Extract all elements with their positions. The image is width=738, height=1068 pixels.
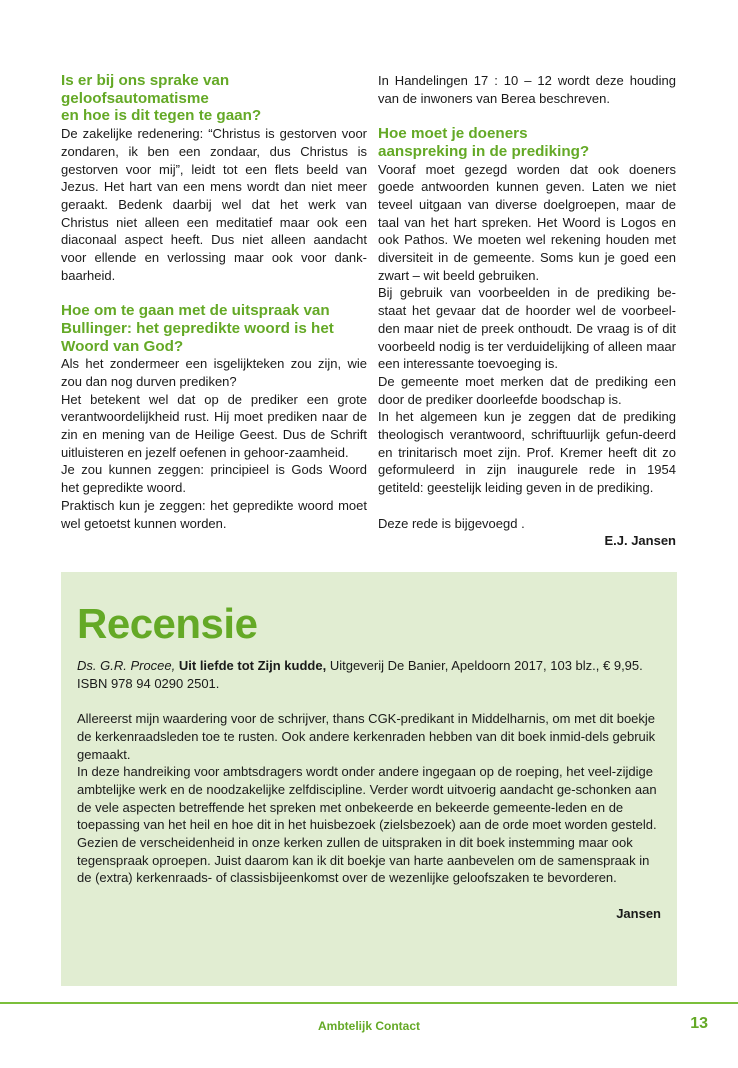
body-paragraph: Bij gebruik van voorbeelden in de prediking be-staat het gevaar dat de hoorder wel de voorbeel-den maar niet de preek onthoudt. De vraag is of dit voorbeeld nodig is ter verduidelijking of alleen maar een interessante toevoeging is.: [378, 285, 676, 372]
heading-line: Is er bij ons sprake van geloofsautomatisme: [61, 72, 230, 107]
heading-line: Woord van God?: [61, 337, 184, 355]
review-paragraph: Allereerst mijn waardering voor de schrijver, thans CGK-predikant in Middelharnis, om met dit boekje de kerkenraadsleden toe te rusten. Ook andere kerkenraden hebben van dit boek inmid-dels gebruik gemaakt.: [77, 711, 656, 762]
review-paragraph: In deze handreiking voor ambtsdragers wordt onder andere ingegaan op de roeping, het veel-zijdige ambtelijke werk en de noodzakelijke zelfdiscipline. Verder wordt uitvoerig aandacht ge-schonken aan de vele aspecten betreffende het spreken met onbekeerde en bekeerde gemeente-leden en de toepassing van het heil en hoe dit in het huisbezoek (zielsbezoek) aan de orde moet worden gesteld.: [77, 764, 657, 833]
review-box: [61, 572, 677, 986]
footer-divider: [0, 1002, 738, 1004]
body-paragraph: De gemeente moet merken dat de prediking een door de prediker doorleefde boodschap is.: [378, 373, 676, 407]
body-paragraph: Deze rede is bijgevoegd .: [378, 515, 525, 531]
heading-line: Bullinger: het gepredikte woord is het: [61, 319, 334, 337]
right-column: [378, 72, 676, 550]
footer-publication-name: Ambtelijk Contact: [317, 1019, 420, 1033]
heading-line: aanspreking in de prediking?: [378, 142, 590, 160]
book-author: Ds. G.R. Procee,: [77, 658, 176, 673]
review-paragraph: Gezien de verscheidenheid in onze kerken zullen de uitspraken in dit boek instemming maar ook tegenspraak oproepen. Juist daarom kan ik dit boekje van harte aanbevelen om de samenspraak in de (extra) kerkenraads- of classisbijeenkomst over de wezenlijke geloofszaken te bevorderen.: [77, 835, 650, 886]
page-number: 13: [690, 1015, 708, 1032]
left-column: [61, 72, 367, 532]
section-heading-bullinger: [61, 302, 367, 355]
book-citation: [77, 657, 661, 692]
review-title: Recensie: [77, 600, 258, 647]
book-publication: Uitgeverij De Banier, Apeldoorn 2017, 103 blz., € 9,95. ISBN 978 94 0290 2501.: [77, 658, 643, 691]
body-paragraph: Je zou kunnen zeggen: principieel is Gods Woord het gepredikte woord.: [61, 462, 367, 496]
body-paragraph: In het algemeen kun je zeggen dat de prediking theologisch verantwoord, schriftuurlijk gefun-deerd en trinitarisch moet zijn. Prof. Kremer heeft dit zo geformuleerd in zijn inaugurele rede in 1954 getiteld: geestelijk leiding geven in de prediking.: [378, 409, 676, 496]
author-signature: E.J. Jansen: [604, 533, 676, 549]
body-paragraph: Het betekent wel dat op de prediker een grote verantwoordelijkheid rust. Hij moet prediken naar de zin en mening van de Heilige Geest. Dus de Schrift uitluisteren en jezelf oefenen in gehoor-zaamheid.: [61, 391, 367, 460]
body-paragraph: Als het zondermeer een isgelijkteken zou zijn, wie zou dan nog durven prediken?: [61, 356, 367, 389]
body-paragraph: Praktisch kun je zeggen: het gepredikte woord moet wel getoetst kunnen worden.: [61, 497, 367, 531]
book-title: Uit liefde tot Zijn kudde,: [178, 658, 327, 673]
heading-line: Hoe moet je doeners: [378, 125, 528, 143]
section-heading-geloofsautomatisme: [61, 72, 367, 125]
body-paragraph: Vooraf moet gezegd worden dat ook doeners goede antwoorden kunnen geven. Laten we niet teveel uitgaan van diverse doelgroepen, maar de taal van het hart spreken. Het Woord is Logos en ook Pathos. We moeten wel rekening houden met diversiteit in de gemeente. Soms kun je goed een zwart – wit beeld gebruiken.: [378, 161, 676, 283]
body-paragraph: In Handelingen 17 : 10 – 12 wordt deze houding van de inwoners van Berea beschreven.: [378, 73, 676, 106]
body-paragraph: De zakelijke redenering: “Christus is gestorven voor zondaren, ik ben een zondaar, dus Christus is gestorven voor mij”, leidt tot een flets beeld van Jezus. Het hart van een mens wordt dan niet meer geraakt. Bedenk daarbij wel dat het werk van Christus niet alleen een meditatief maar ook een diaconaal aspect heeft. Dus niet alleen aandacht voor ellende en verlossing maar ook voor dank-baarheid.: [61, 126, 367, 283]
heading-line: Hoe om te gaan met de uitspraak van: [61, 302, 330, 320]
section-heading-doeners: [378, 125, 676, 160]
heading-line: en hoe is dit tegen te gaan?: [61, 107, 262, 125]
review-signature: Jansen: [616, 905, 661, 921]
